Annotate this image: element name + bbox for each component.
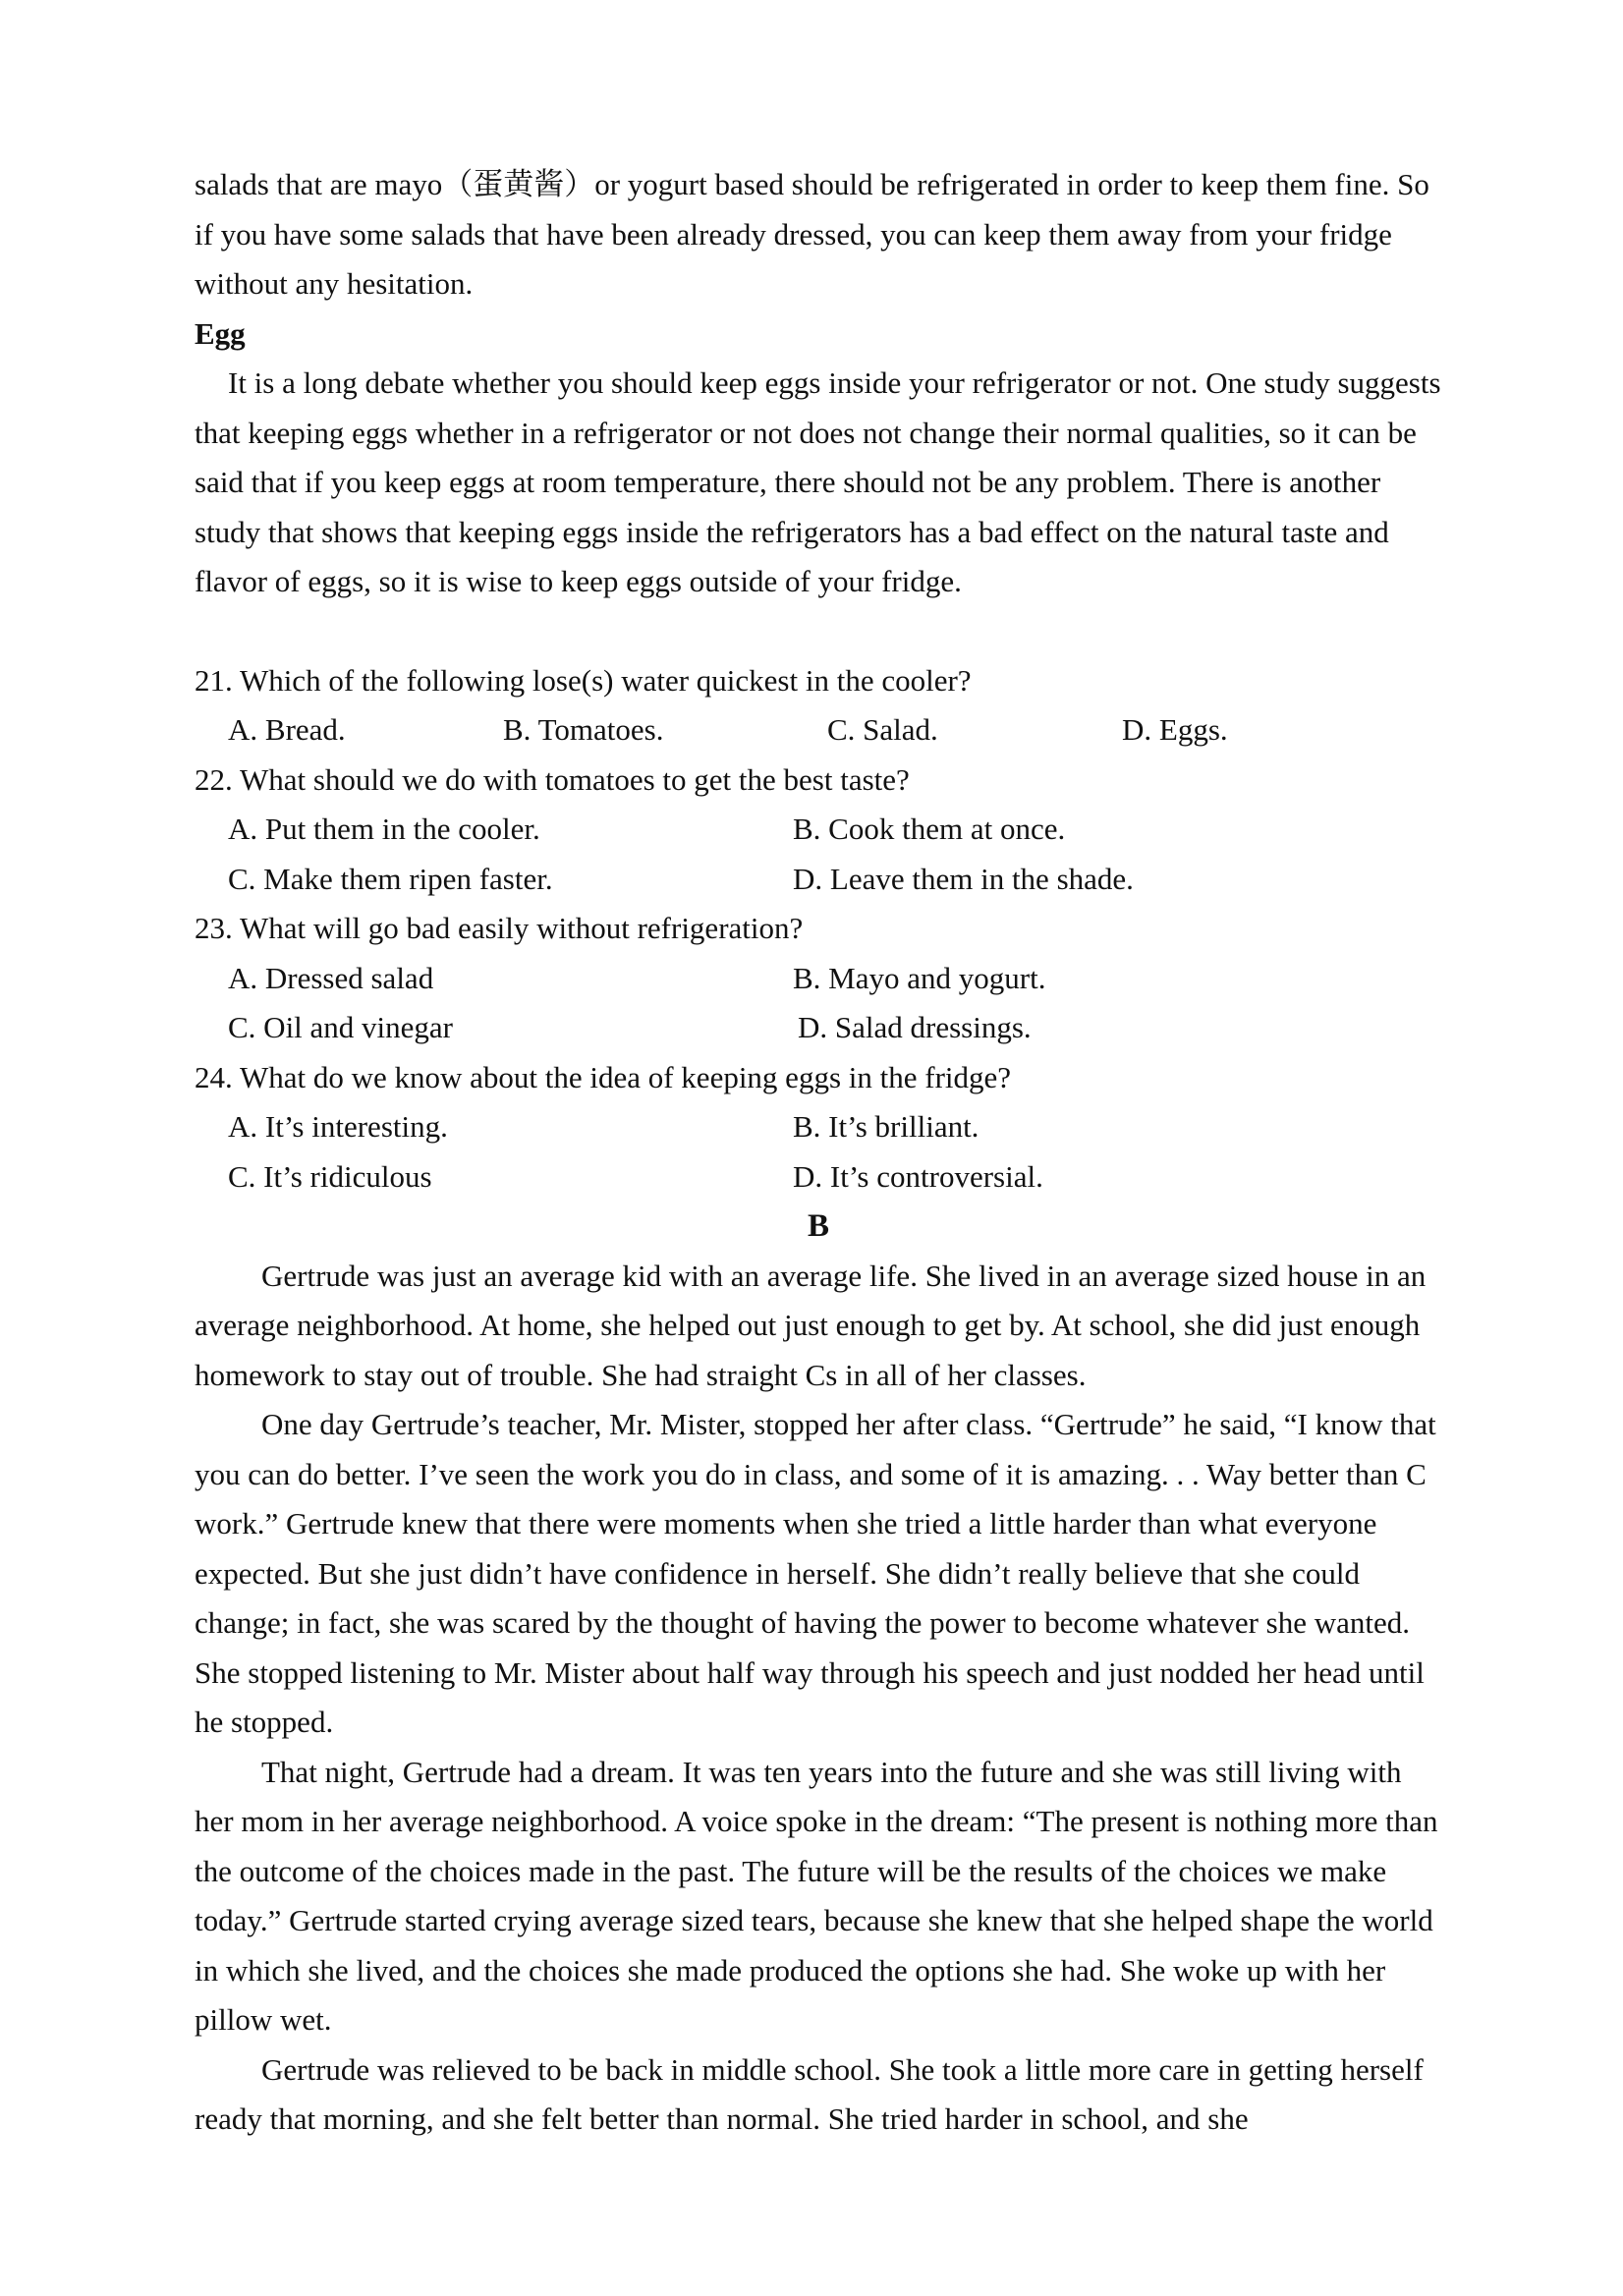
egg-heading: Egg (195, 315, 246, 351)
option-b[interactable]: B. Mayo and yogurt. (793, 960, 1046, 995)
option-a[interactable]: A. Dressed salad (228, 960, 434, 995)
option-d[interactable]: D. Eggs. (1122, 712, 1228, 747)
option-b[interactable]: B. Tomatoes. (503, 712, 664, 747)
options-row (195, 1102, 1442, 1152)
options-row (195, 855, 1442, 905)
question-stem: 23. What will go bad easily without refrigeration? (195, 911, 804, 945)
story-paragraph: That night, Gertrude had a dream. It was ten years into the future and she was still living with her mom in her average neighborhood. A voice spoke in the dream: “The present is nothing more than the outcome of the choices made in the past. The future will be the results of the choices we make today.” Gertrude started crying average sized tears, because she knew that she helped shape the world in which she lived, and the choices she made produced the options she had. She woke up with her pillow wet. (195, 1754, 1438, 2037)
text-column (195, 160, 1442, 2145)
option-a[interactable]: A. It’s interesting. (228, 1109, 448, 1144)
question-21 (195, 656, 1442, 756)
option-b[interactable]: B. It’s brilliant. (793, 1109, 979, 1144)
options-row (195, 705, 1442, 756)
options-row (195, 805, 1442, 855)
option-c[interactable]: C. Oil and vinegar (228, 1010, 454, 1044)
story-paragraph: One day Gertrude’s teacher, Mr. Mister, stopped her after class. “Gertrude” he said, “I know that you can do better. I’ve seen the work you do in class, and some of it is amazing. . . Way better than C work.” Gertrude knew that there were moments when she tried a little harder than what everyone expected. But she just didn’t have confidence in herself. She didn’t really believe that she could change; in fact, she was scared by the thought of having the power to become whatever she wanted. She stopped listening to Mr. Mister about half way through his speech and just nodded her head until he stopped. (195, 1407, 1436, 1739)
intro-paragraph: salads that are mayo（蛋黄酱）or yogurt based should be refrigerated in order to keep them fine. So if you have some salads that have been already dressed, you can keep them away from your fridge without any hesitation. (195, 167, 1429, 301)
question-stem: 24. What do we know about the idea of keeping eggs in the fridge? (195, 1059, 1012, 1094)
options-row (195, 1003, 1442, 1053)
question-24 (195, 1053, 1442, 1203)
option-c[interactable]: C. Make them ripen faster. (228, 861, 553, 896)
option-b[interactable]: B. Cook them at once. (793, 812, 1066, 846)
story-paragraph: Gertrude was just an average kid with an average life. She lived in an average sized house in an average neighborhood. At home, she helped out just enough to get by. At school, she did just enough homework to stay out of trouble. She had straight Cs in all of her classes. (195, 1258, 1427, 1392)
spacer (195, 607, 1442, 656)
question-stem: 22. What should we do with tomatoes to get the best taste? (195, 761, 910, 797)
question-23 (195, 904, 1442, 1053)
option-a[interactable]: A. Put them in the cooler. (228, 812, 540, 846)
egg-paragraph: It is a long debate whether you should keep eggs inside your refrigerator or not. One study suggests that keeping eggs whether in a refrigerator or not does not change their normal qualities, so it can be said that if you keep eggs at room temperature, there should not be any problem. There is another study that shows that keeping eggs inside the refrigerators has a bad effect on the natural taste and flavor of eggs, so it is wise to keep eggs outside of your fridge. (195, 365, 1441, 598)
option-c[interactable]: C. Salad. (827, 712, 938, 747)
options-row (195, 1152, 1442, 1203)
option-d[interactable]: D. It’s controversial. (793, 1158, 1043, 1194)
section-b-heading: B (807, 1208, 829, 1244)
option-d[interactable]: D. Leave them in the shade. (793, 861, 1134, 896)
option-c[interactable]: C. It’s ridiculous (228, 1158, 432, 1194)
question-stem: 21. Which of the following lose(s) water quickest in the cooler? (195, 662, 972, 698)
option-d[interactable]: D. Salad dressings. (798, 1010, 1032, 1044)
question-22 (195, 756, 1442, 905)
options-row (195, 954, 1442, 1004)
story-paragraph: Gertrude was relieved to be back in middle school. She took a little more care in getting herself ready that morning, and she felt better than normal. She tried harder in school, and she (195, 2051, 1424, 2136)
option-a[interactable]: A. Bread. (228, 712, 346, 747)
